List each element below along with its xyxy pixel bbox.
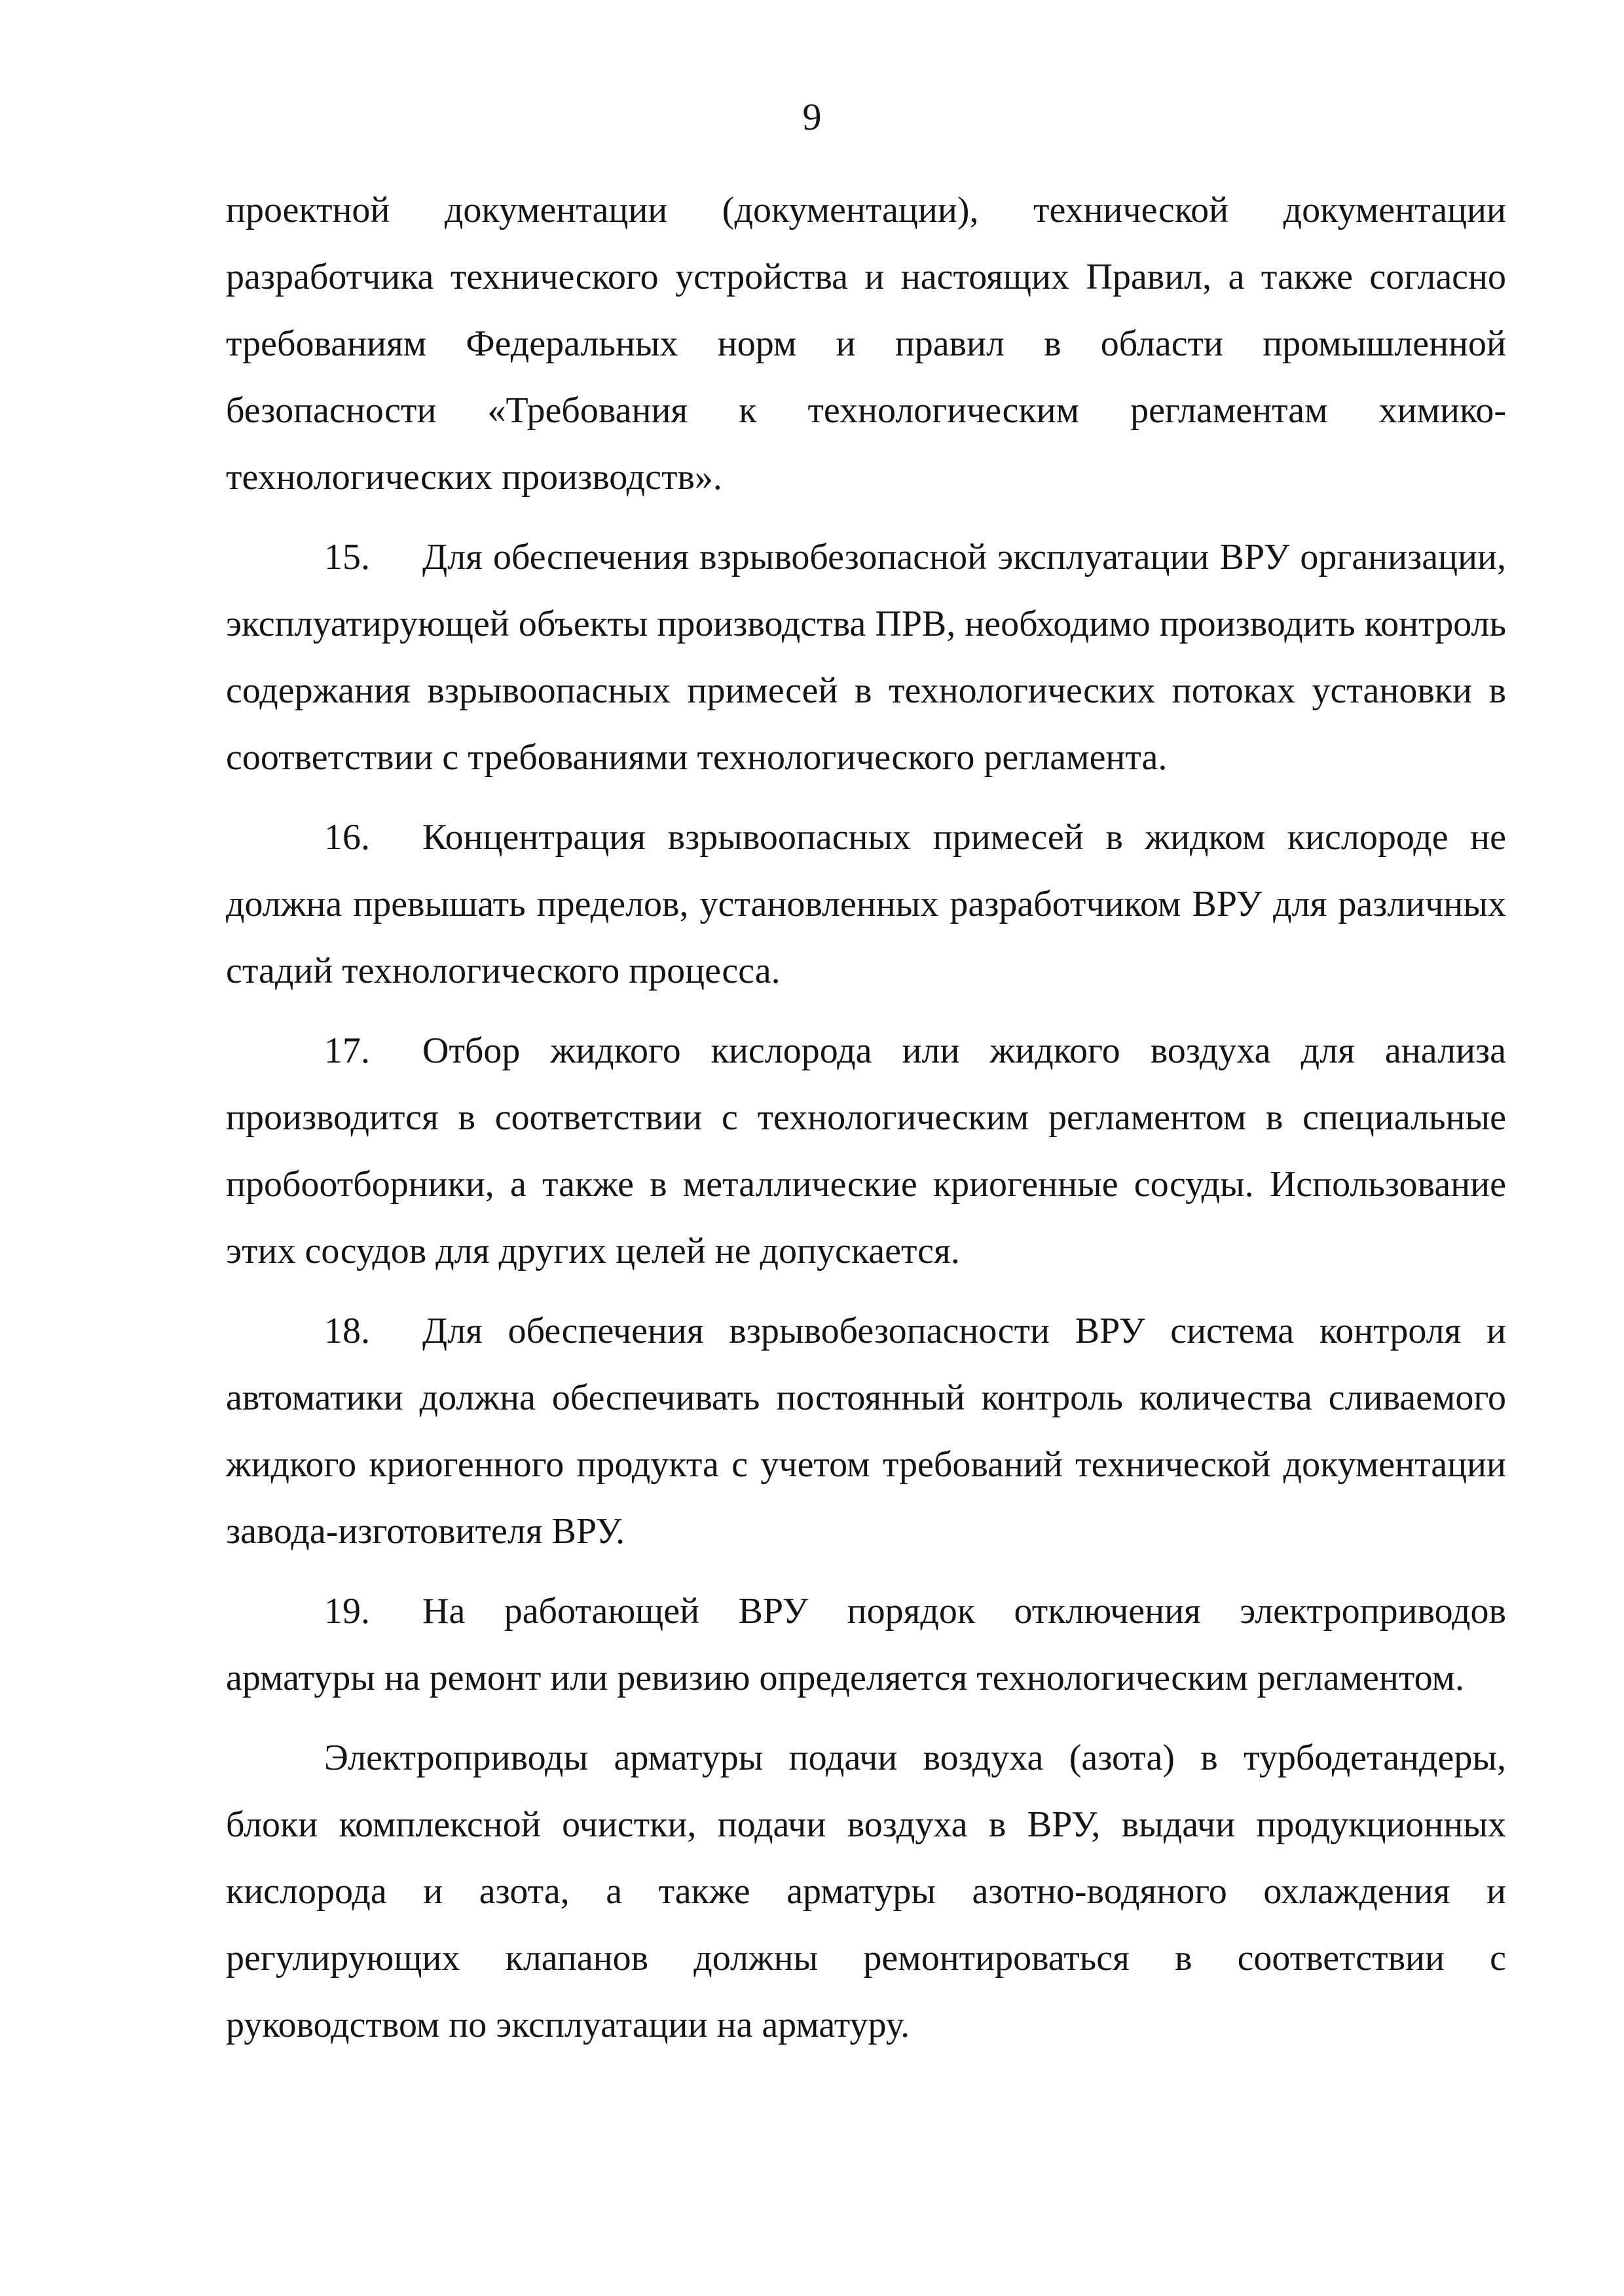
paragraph-continuation (226, 177, 1506, 511)
paragraph-text: Концентрация взрывоопасных примесей в жидком кислороде не должна превышать пределов, установленных разработчиком ВРУ для различных стадий технологического процесса. (226, 817, 1506, 991)
page-number: 9 (802, 96, 822, 138)
paragraph-19-continuation (226, 1724, 1506, 2058)
paragraph-17 (226, 1017, 1506, 1285)
paragraph-number: 15. (324, 537, 370, 577)
paragraph-number: 19. (324, 1591, 370, 1631)
paragraph-text: Электроприводы арматуры подачи воздуха (азота) в турбодетандеры, блоки комплексной очистки, подачи воздуха в ВРУ, выдачи продукционных кислорода и азота, а также арматуры азотно-водяного охлаждения и регулирующих клапанов должны ремонтироваться в соответствии с руководством по эксплуатации на арматуру. (226, 1738, 1506, 2045)
paragraph-16 (226, 804, 1506, 1004)
paragraph-15 (226, 524, 1506, 791)
paragraph-number: 18. (324, 1311, 370, 1351)
paragraph-text: Отбор жидкого кислорода или жидкого воздуха для анализа производится в соответствии с технологическим регламентом в специальные пробоотборники, а также в металлические криогенные сосуды. Использование этих сосудов для других целей не допускается. (226, 1030, 1506, 1271)
paragraph-text: На работающей ВРУ порядок отключения электроприводов арматуры на ремонт или ревизию определяется технологическим регламентом. (226, 1591, 1506, 1698)
paragraph-text: Для обеспечения взрывобезопасной эксплуатации ВРУ организации, эксплуатирующей объекты производства ПРВ, необходимо производить контроль содержания взрывоопасных примесей в технологических потоках установки в соответствии с требованиями технологического регламента. (226, 537, 1506, 778)
paragraph-19 (226, 1578, 1506, 1711)
paragraph-18 (226, 1298, 1506, 1565)
paragraph-text: Для обеспечения взрывобезопасности ВРУ система контроля и автоматики должна обеспечивать постоянный контроль количества сливаемого жидкого криогенного продукта с учетом требований технической документации завода-изготовителя ВРУ. (226, 1311, 1506, 1552)
paragraph-number: 17. (324, 1030, 370, 1071)
document-body (226, 177, 1506, 2058)
paragraph-number: 16. (324, 817, 370, 858)
paragraph-text: проектной документации (документации), технической документации разработчика технического устройства и настоящих Правил, а также согласно требованиям Федеральных норм и правил в области промышленной безопасности «Требования к технологическим регламентам химико-технологических производств». (226, 190, 1506, 498)
